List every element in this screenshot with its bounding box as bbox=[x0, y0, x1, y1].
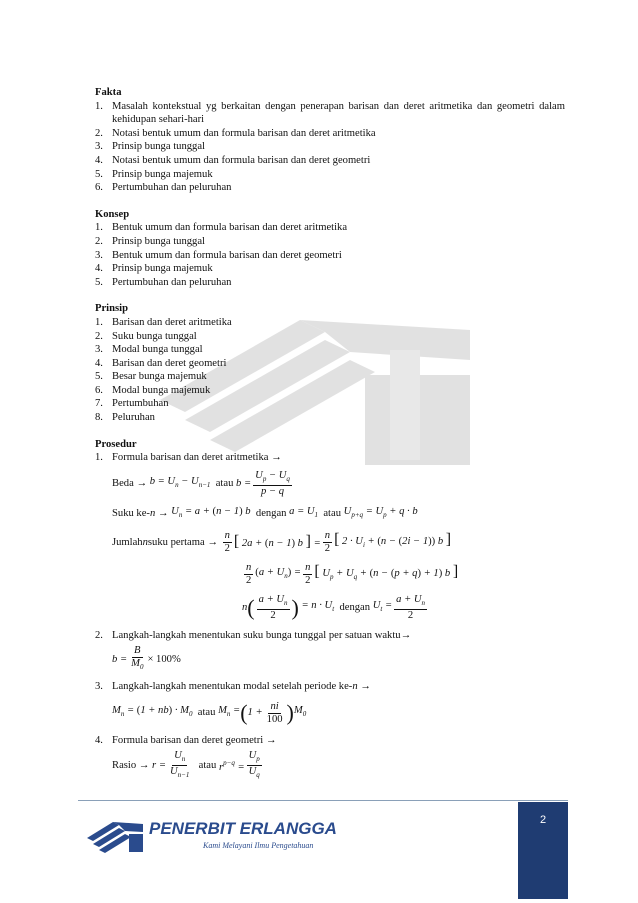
list-item: 8. Peluruhan bbox=[95, 412, 155, 424]
section-konsep bbox=[95, 208, 565, 290]
publisher-logo bbox=[85, 812, 345, 856]
formula-suku: Suku ke- n → $U_n = a + (n - 1)$ b dengan $a = U_1$ atau $U_{p+q} = U_p + q \cdot b$ bbox=[112, 506, 418, 520]
list-item: 3. Bentuk umum dan formula barisan dan deret geometri bbox=[95, 249, 342, 261]
list-item: 5. Pertumbuhan dan peluruhan bbox=[95, 276, 232, 288]
list-item: 7. Pertumbuhan bbox=[95, 398, 169, 410]
footer-divider bbox=[78, 800, 568, 801]
formula-rasio: Rasio → r = $\frac{U_n}{U_{n-1}}$ atau $r^{p-q}$ = $\frac{U_p}{U_q}$ bbox=[112, 750, 260, 780]
list-item: 1. Formula barisan dan deret aritmetika → Beda → $b = U_n - U_{n-1}$ atau b = $\frac{U_p - U_q}{p - q}$ Suku ke- n → $U_n = a + (n - 1)$ b dengan $a = U_1$ atau $U_{p+q} = U_p + q \cdot b$ Jumlah n suku pertama → $\frac{n}{2}$ [ 2a + (n − 1) b ] = $\frac{n}{2}$ [ $2 \cdot U_i + (n - (2i - 1))$ b ] $\frac{n}{2}$ $(a + U_n)$ = $\frac{n}{2}$ [ $U_p + U_q + (n - (p + q) + 1)$ b ] n ( $\frac{a + U_n}{2}$ ) = $n \cdot U_t$ dengan $U_t$ = $\frac{a + U_n}{2}$ bbox=[95, 451, 565, 623]
section-prinsip bbox=[95, 302, 565, 424]
formula-jumlah-1: Jumlah n suku pertama → $\frac{n}{2}$ [ 2a + (n − 1) b ] = $\frac{n}{2}$ [ $2 \cdot U_i + (n - (2i - 1))$ b ] bbox=[112, 530, 452, 555]
list-item: 1. Barisan dan deret aritmetika bbox=[95, 316, 232, 328]
list-item: 4. Formula barisan dan deret geometri → Rasio → r = $\frac{U_n}{U_{n-1}}$ atau $r^{p-q}$ = $\frac{U_p}{U_q}$ bbox=[95, 734, 565, 782]
publisher-name: PENERBIT ERLANGGA bbox=[149, 819, 337, 838]
arrow-right-icon: → bbox=[138, 759, 150, 771]
page-number-box bbox=[518, 802, 568, 899]
section-title: Prinsip bbox=[95, 303, 128, 315]
arrow-right-icon: → bbox=[207, 537, 218, 549]
publisher-tagline: Kami Melayani Ilmu Pengetahuan bbox=[203, 841, 314, 850]
list-item: 3. Modal bunga tunggal bbox=[95, 344, 203, 356]
list-item: 2. Prinsip bunga tunggal bbox=[95, 235, 205, 247]
list-item: 6. Pertumbuhan dan peluruhan bbox=[95, 182, 232, 194]
section-title: Prosedur bbox=[95, 438, 137, 450]
prosedur-list bbox=[95, 451, 565, 781]
arrow-right-icon: → bbox=[136, 478, 148, 490]
list-item: 3. Langkah-langkah menentukan modal setelah periode ke-n → $M_n = (1 + nb) \cdot M_0$ atau $M_n$ = ( 1 + $\frac{ni}{100}$ ) $M_0$ bbox=[95, 680, 565, 730]
prinsip-list bbox=[95, 316, 565, 425]
list-item: 6. Modal bunga majemuk bbox=[95, 384, 211, 396]
main-content bbox=[95, 86, 565, 795]
section-prosedur bbox=[95, 438, 565, 782]
konsep-list bbox=[95, 221, 565, 289]
formula-jumlah-3: n ( $\frac{a + U_n}{2}$ ) = $n \cdot U_t$ dengan $U_t$ = $\frac{a + U_n}{2}$ bbox=[242, 593, 426, 621]
arrow-right-icon: → bbox=[360, 681, 371, 693]
list-item: 2. Suku bunga tunggal bbox=[95, 330, 197, 342]
list-item: 4. Barisan dan deret geometri bbox=[95, 357, 227, 369]
erlangga-emblem-icon bbox=[87, 822, 143, 853]
list-item: 1. Bentuk umum dan formula barisan dan deret aritmetika bbox=[95, 222, 348, 234]
section-title: Fakta bbox=[95, 87, 122, 98]
section-title: Konsep bbox=[95, 208, 130, 220]
formula-suku-bunga: b = $\frac{B}{M_0}$ × 100% bbox=[112, 645, 181, 672]
arrow-right-icon: → bbox=[400, 629, 412, 641]
arrow-right-icon: → bbox=[265, 735, 277, 747]
list-item: 5. Besar bunga majemuk bbox=[95, 371, 207, 383]
fakta-list bbox=[95, 100, 565, 195]
page-number: 2 bbox=[539, 814, 547, 826]
section-fakta bbox=[95, 86, 565, 195]
list-item: 2. Notasi bentuk umum dan formula barisan dan deret aritmetika bbox=[95, 127, 376, 139]
formula-jumlah-2: $\frac{n}{2}$ $(a + U_n)$ = $\frac{n}{2}$ [ $U_p + U_q + (n - (p + q) + 1)$ b ] bbox=[246, 562, 459, 587]
arrow-right-icon: → bbox=[271, 452, 282, 464]
arrow-right-icon: → bbox=[157, 508, 169, 520]
formula-modal: $M_n = (1 + nb) \cdot M_0$ atau $M_n$ = ( 1 + $\frac{ni}{100}$ ) $M_0$ bbox=[112, 700, 307, 726]
list-item: 5. Prinsip bunga majemuk bbox=[95, 168, 213, 180]
list-item: 3. Prinsip bunga tunggal bbox=[95, 141, 205, 153]
list-item: 1. Masalah kontekstual yg berkaitan dengan penerapan barisan dan deret aritmetika dan geometri dalam kehidupan sehari-hari bbox=[95, 100, 565, 126]
list-item: 2. Langkah-langkah menentukan suku bunga tunggal per satuan waktu→ b = $\frac{B}{M_0}$ × 100% bbox=[95, 629, 565, 675]
formula-beda: Beda → $b = U_n - U_{n-1}$ atau b = $\frac{U_p - U_q}{p - q}$ bbox=[112, 469, 290, 497]
list-item: 4. Notasi bentuk umum dan formula barisan dan deret geometri bbox=[95, 154, 371, 166]
list-item: 4. Prinsip bunga majemuk bbox=[95, 263, 213, 275]
